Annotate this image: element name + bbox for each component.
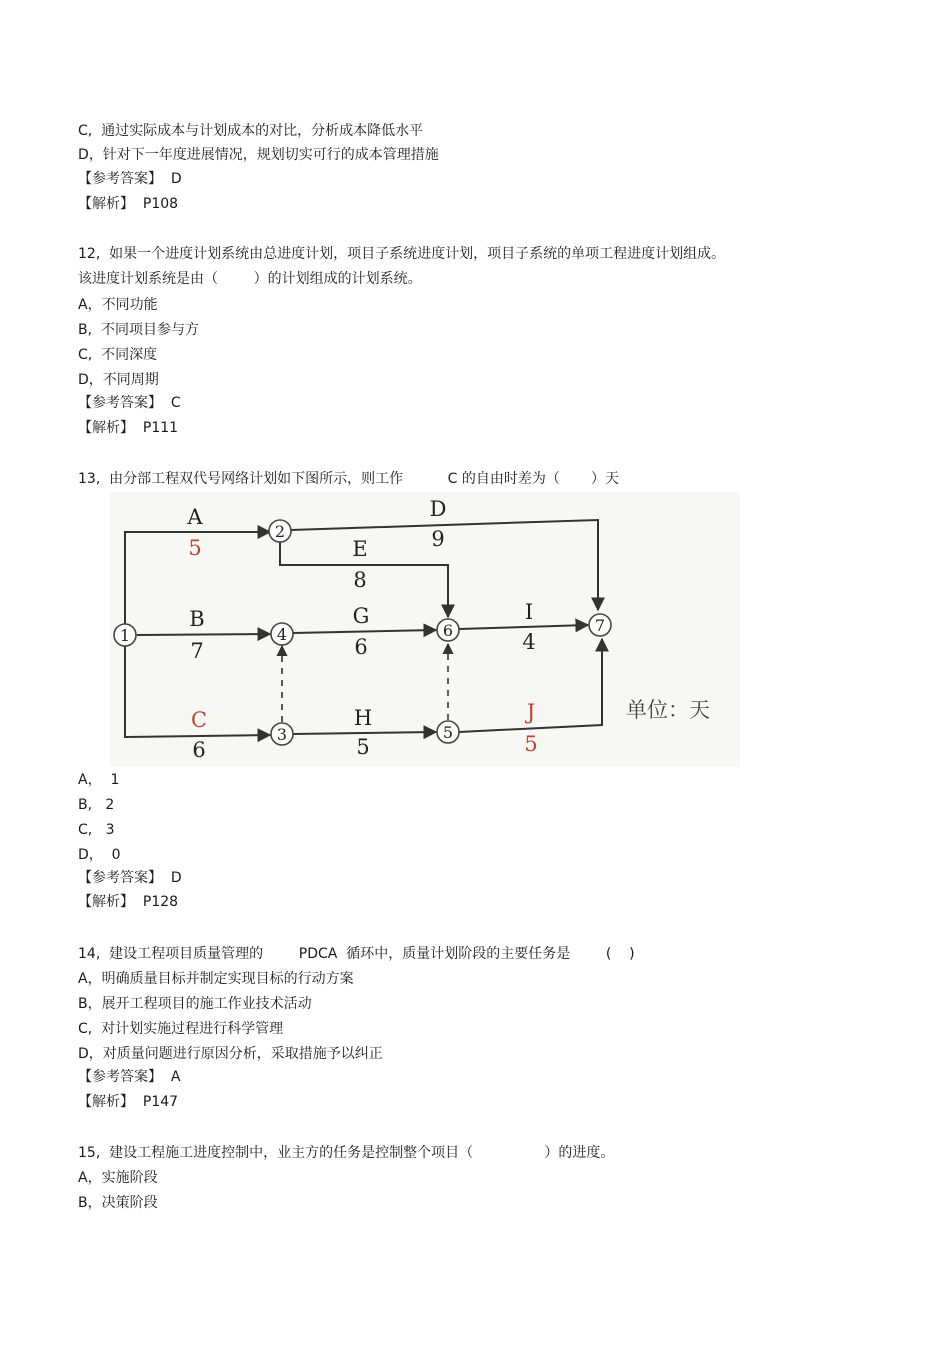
q12-option-d: D，不同周期 xyxy=(78,372,159,388)
node-7 xyxy=(589,614,611,636)
node-2 xyxy=(269,520,291,542)
q12-option-a: A，不同功能 xyxy=(78,297,158,313)
label-d: D xyxy=(429,497,447,521)
network-diagram xyxy=(110,492,740,767)
q14-analysis: 【解析】 P147 xyxy=(78,1094,179,1110)
q13-option-b: B, 2 xyxy=(78,797,115,813)
q13-option-c: C, 3 xyxy=(78,822,115,838)
label-c: C xyxy=(190,708,208,732)
q14-answer: 【参考答案】 A xyxy=(78,1069,181,1085)
arrow-b xyxy=(137,634,270,635)
svg-text:5: 5 xyxy=(442,723,454,742)
q15-stem: 15, 建设工程施工进度控制中，业主方的任务是控制整个项目（ ）的进度。 xyxy=(78,1145,615,1161)
q12-stem-line2: 该进度计划系统是由（ ）的计划组成的计划系统。 xyxy=(78,271,422,287)
label-a: A xyxy=(187,505,203,529)
network-diagram-svg xyxy=(110,492,740,767)
q14-option-d: D，对质量问题进行原因分析，采取措施予以纠正 xyxy=(78,1046,383,1062)
label-h: H xyxy=(353,706,373,730)
q12-stem-line1: 12, 如果一个进度计划系统由总进度计划，项目子系统进度计划，项目子系统的单项工程进度计划组成。 xyxy=(78,246,726,262)
label-j: J xyxy=(526,700,536,724)
q13-option-d: D， 0 xyxy=(78,847,121,863)
duration-g: 6 xyxy=(354,635,368,659)
svg-text:7: 7 xyxy=(594,616,606,635)
label-b: B xyxy=(189,607,205,631)
q11-option-c: C, 通过实际成本与计划成本的对比，分析成本降低水平 xyxy=(78,123,424,139)
duration-i: 4 xyxy=(522,630,536,654)
label-g: G xyxy=(352,604,370,628)
q14-option-a: A，明确质量目标并制定实现目标的行动方案 xyxy=(78,971,354,987)
q11-analysis: 【解析】 P108 xyxy=(78,196,179,212)
q13-option-a: A， 1 xyxy=(78,772,120,788)
q15-option-b: B，决策阶段 xyxy=(78,1195,158,1211)
node-4 xyxy=(271,623,293,645)
q13-analysis: 【解析】 P128 xyxy=(78,894,179,910)
arrow-h xyxy=(293,732,436,734)
q14-option-b: B，展开工程项目的施工作业技术活动 xyxy=(78,996,312,1012)
q13-answer: 【参考答案】 D xyxy=(78,870,182,886)
q14-stem: 14, 建设工程项目质量管理的 PDCA 循环中，质量计划阶段的主要任务是 ( ) xyxy=(78,946,635,962)
duration-j: 5 xyxy=(524,732,538,756)
svg-text:2: 2 xyxy=(274,522,286,541)
arrow-i xyxy=(459,625,588,629)
label-e: E xyxy=(352,537,368,561)
node-5 xyxy=(437,721,459,743)
duration-e: 8 xyxy=(353,568,367,592)
q11-answer: 【参考答案】 D xyxy=(78,171,182,187)
node-6 xyxy=(437,619,459,641)
q12-option-c: C, 不同深度 xyxy=(78,347,158,363)
q15-option-a: A，实施阶段 xyxy=(78,1170,158,1186)
q11-option-d: D，针对下一年度进展情况，规划切实可行的成本管理措施 xyxy=(78,147,439,163)
svg-text:4: 4 xyxy=(276,625,288,644)
q12-answer: 【参考答案】 C xyxy=(78,395,181,411)
duration-a: 5 xyxy=(188,536,202,560)
q12-option-b: B, 不同项目参与方 xyxy=(78,322,199,338)
duration-c: 6 xyxy=(192,738,206,762)
duration-b: 7 xyxy=(190,639,204,663)
node-3 xyxy=(271,723,293,745)
q14-option-c: C, 对计划实施过程进行科学管理 xyxy=(78,1021,284,1037)
svg-text:1: 1 xyxy=(119,626,131,645)
q13-stem: 13, 由分部工程双代号网络计划如下图所示，则工作 C 的自由时差为（ ）天 xyxy=(78,471,620,487)
label-i: I xyxy=(524,600,534,624)
node-1 xyxy=(114,624,136,646)
arrow-g xyxy=(293,630,436,633)
unit-label: 单位：天 xyxy=(626,698,710,722)
duration-h: 5 xyxy=(356,735,370,759)
q12-analysis: 【解析】 P111 xyxy=(78,420,179,436)
duration-d: 9 xyxy=(431,527,445,551)
svg-text:6: 6 xyxy=(442,621,454,640)
svg-text:3: 3 xyxy=(276,725,288,744)
